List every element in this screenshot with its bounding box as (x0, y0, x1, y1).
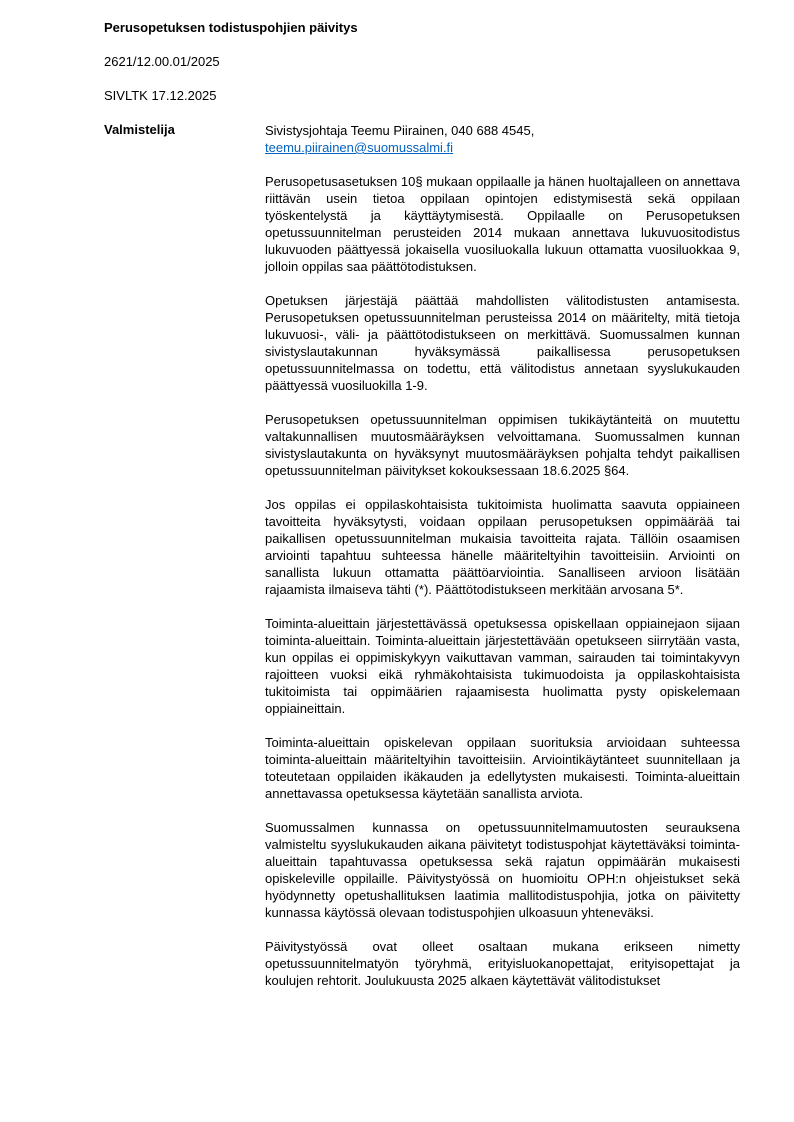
meeting-info: SIVLTK 17.12.2025 (104, 88, 217, 103)
paragraph-3: Perusopetuksen opetussuunnitelman oppimisen tukikäytänteitä on muutettu valtakunnallisen muutosmääräyksen velvoittamana. Suomussalmen kunnan sivistyslautakunta on hyväksynyt muutosmääräyksen pohjalta tehdyt paikallisen opetussuunnitelman päivitykset kokouksessaan 18.6.2025 §64. (265, 412, 740, 478)
paragraph-6: Toiminta-alueittain opiskelevan oppilaan suorituksia arvioidaan suhteessa toiminta-alueittain määriteltyihin tavoitteisiin. Arviointikäytänteet suunnitellaan ja toteutetaan oppilaiden ikäkauden ja edellytysten mukaisesti. Toiminta-alueittain annettavassa opetuksessa käytetään sanallista arviota. (265, 735, 740, 801)
preparer-email-link[interactable]: teemu.piirainen@suomussalmi.fi (265, 140, 454, 155)
preparer-block (265, 122, 740, 156)
document-body (265, 122, 740, 1006)
paragraph-5: Toiminta-alueittain järjestettävässä opetuksessa opiskellaan oppiainejaon sijaan toiminta-alueittain. Toiminta-alueittain järjestettävään opetukseen siirrytään vasta, kun oppilas ei oppimiskykyyn vaikuttavan vamman, sairauden tai toimintakyvyn rajoitteen vuoksi eikä ryhmäkohtaisista tukimuodoista ja oppilaskohtaisista tukitoimista tai oppimäärien rajaamisesta huolimatta pysty opiskelemaan oppiaineittain. (265, 616, 740, 716)
paragraph-7: Suomussalmen kunnassa on opetussuunnitelmamuutosten seurauksena valmisteltu syyslukukauden aikana päivitetyt todistuspohjat käytettäväksi toiminta-alueittain tapahtuvassa opetuksessa sekä rajatun oppimäärän mukaisesti opiskeleville oppilaille. Päivitystyössä on huomioitu OPH:n ohjeistukset sekä hyödynnetty opetushallituksen laatimia mallitodistuspohjia, jotka on päivitetty kunnassa käytössä olevaan todistuspohjien ulkoasuun yhteneväksi. (265, 820, 740, 920)
paragraph-1: Perusopetusasetuksen 10§ mukaan oppilaalle ja hänen huoltajalleen on annettava riittävän usein tietoa oppilaan opintojen edistymisestä sekä oppilaan työskentelystä ja käyttäytymisestä. Oppilaalle on Perusopetuksen opetussuunnitelman perusteiden 2014 mukaan annettava lukuvuositodistus lukuvuoden päättyessä jokaisella vuosiluokalla lukuun ottamatta vuosiluokkaa 9, jolloin oppilas saa päättötodistuksen. (265, 174, 740, 274)
paragraph-2: Opetuksen järjestäjä päättää mahdollisten välitodistusten antamisesta. Perusopetuksen opetussuunnitelman perusteissa 2014 on määritelty, mitä tietoja lukuvuosi-, väli- ja päättötodistukseen on merkittävä. Suomussalmen kunnan sivistyslautakunnan hyväksymässä paikallisessa perusopetuksen opetussuunnitelmassa on todettu, että välitodistus annetaan syyslukukauden päättyessä vuosiluokilla 1-9. (265, 293, 740, 393)
paragraph-4: Jos oppilas ei oppilaskohtaisista tukitoimista huolimatta saavuta oppiaineen tavoitteita hyväksytysti, voidaan oppilaan perusopetuksen oppimäärää tai paikallisen opetussuunnitelman mukaisia tavoitteita rajata. Tällöin osaamisen arviointi tapahtuu suhteessa hänelle määriteltyihin tavoitteisiin. Arviointi on sanallista lukuun ottamatta päättöarviointia. Sanalliseen arvioon lisätään rajaamista ilmaiseva tähti (*). Päättötodistukseen merkitään arvosana 5*. (265, 497, 740, 597)
document-title: Perusopetuksen todistuspohjien päivitys (104, 20, 358, 35)
reference-number: 2621/12.00.01/2025 (104, 54, 220, 69)
paragraph-8: Päivitystyössä ovat olleet osaltaan mukana erikseen nimetty opetussuunnitelmatyön työryhmä, erityisluokanopettajat, erityisopettajat ja koulujen rehtorit. Joulukuusta 2025 alkaen käytettävät välitodistukset (265, 939, 740, 988)
preparer-label: Valmistelija (104, 122, 175, 137)
preparer-name: Sivistysjohtaja Teemu Piirainen, 040 688 4545, (265, 123, 535, 138)
